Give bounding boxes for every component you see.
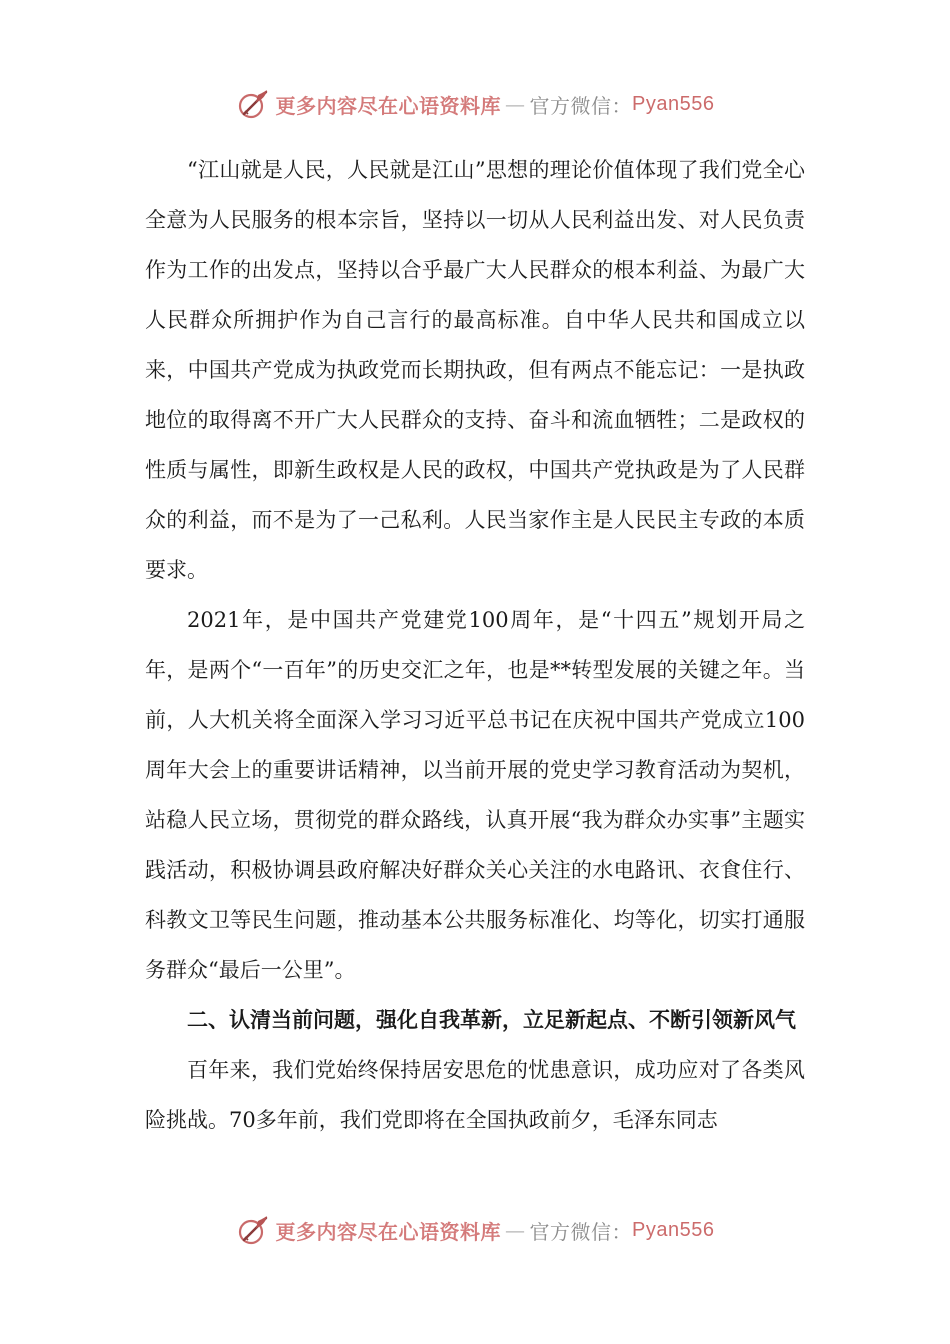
watermark-wechat-label: 官方微信： xyxy=(529,93,633,118)
watermark-wechat-id: Pyan556 xyxy=(632,1218,715,1241)
watermark-wechat-id: Pyan556 xyxy=(632,92,715,115)
watermark-wechat-label: 官方微信： xyxy=(529,1219,633,1244)
watermark-separator: — xyxy=(505,1218,526,1242)
paragraph-3: 百年来，我们党始终保持居安思危的忧患意识，成功应对了各类风险挑战。70多年前，我们党即将在全国执政前夕，毛泽东同志 xyxy=(145,1058,805,1132)
document-body xyxy=(145,145,805,1145)
watermark-brand-text: 更多内容尽在心语资料库 xyxy=(275,1219,502,1244)
quill-pen-logo-icon xyxy=(236,87,270,121)
watermark-brand-text: 更多内容尽在心语资料库 xyxy=(275,93,502,118)
section-heading: 二、认清当前问题，强化自我革新，立足新起点、不断引领新风气 xyxy=(187,1007,796,1032)
paragraph-2: 2021年，是中国共产党建党100周年，是“十四五”规划开局之年，是两个“一百年”的历史交汇之年，也是**转型发展的关键之年。当前，人大机关将全面深入学习习近平总书记在庆祝中国共产党成立100周年大会上的重要讲话精神，以当前开展的党史学习教育活动为契机，站稳人民立场，贯彻党的群众路线，认真开展“我为群众办实事”主题实践活动，积极协调县政府解决好群众关心关注的水电路讯、衣食住行、科教文卫等民生问题，推动基本公共服务标准化、均等化，切实打通服务群众“最后一公里”。 xyxy=(145,608,805,982)
watermark-banner-bottom xyxy=(0,1210,950,1250)
quill-pen-logo-icon xyxy=(236,1213,270,1247)
watermark-separator: — xyxy=(505,92,526,116)
watermark-banner-top xyxy=(0,84,950,124)
paragraph-1: “江山就是人民，人民就是江山”思想的理论价值体现了我们党全心全意为人民服务的根本宗旨，坚持以一切从人民利益出发、对人民负责作为工作的出发点，坚持以合乎最广大人民群众的根本利益、为最广大人民群众所拥护作为自己言行的最高标准。自中华人民共和国成立以来，中国共产党成为执政党而长期执政，但有两点不能忘记：一是执政地位的取得离不开广大人民群众的支持、奋斗和流血牺牲；二是政权的性质与属性，即新生政权是人民的政权，中国共产党执政是为了人民群众的利益，而不是为了一己私利。人民当家作主是人民民主专政的本质要求。 xyxy=(145,158,805,582)
